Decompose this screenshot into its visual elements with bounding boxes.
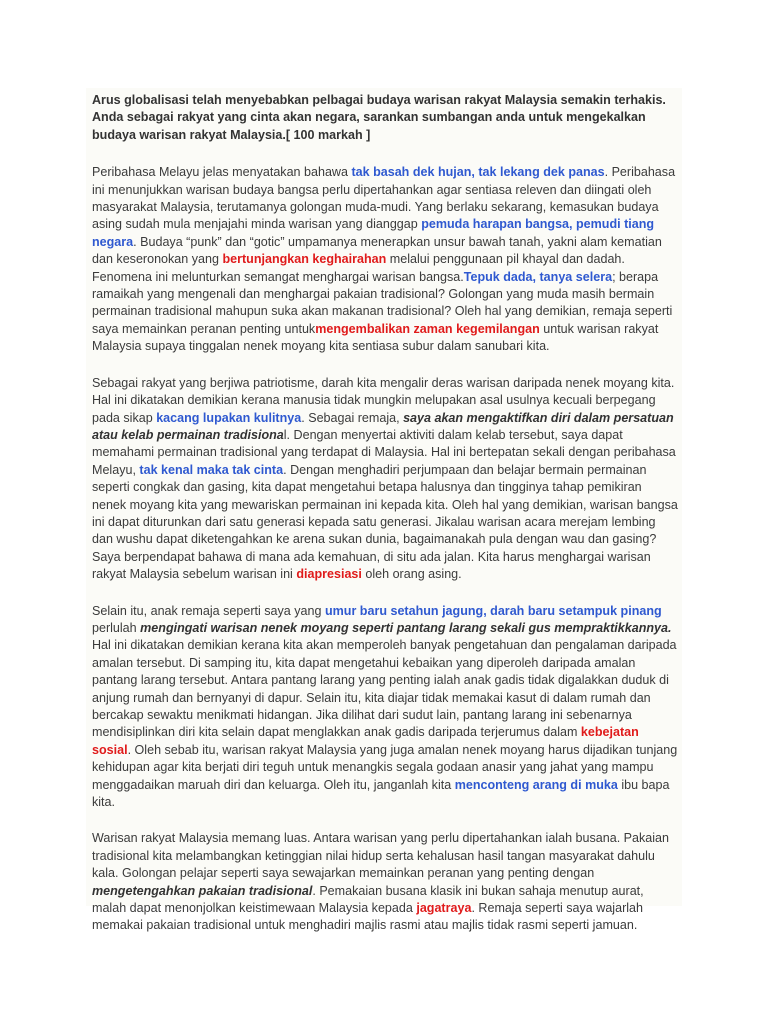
paragraph [92, 164, 678, 355]
text-run: . Budaya “punk” dan “gotic” umpamanya menerapkan unsur bawah tanah, yakni alam kematian dan keseronokan yang [92, 234, 662, 267]
emphasis-phrase: saya akan mengaktifkan diri dalam persatuan atau kelab permainan tradisiona [92, 410, 674, 442]
red-highlight-phrase: jagatraya [416, 901, 472, 916]
red-highlight-phrase: diapresiasi [296, 567, 362, 582]
paragraph [92, 603, 678, 812]
red-highlight-phrase: mengembalikan zaman kegemilangan [315, 321, 540, 336]
text-run: . Remaja seperti saya wajarlah memakai pakaian tradisional untuk menghadiri majlis rasmi atau majlis tidak rasmi seperti jamuan. [92, 901, 643, 933]
blue-highlight-phrase: Tepuk dada, tanya selera [463, 269, 613, 284]
text-run: . Peribahasa ini menunjukkan warisan budaya bangsa perlu dipertahankan agar sentiasa releven dan diingati oleh masyarakat Malaysia, terutamanya golongan muda-mudi. Yang berlaku sekarang, kemasukan budaya asing sudah mula menjajahi minda warisan yang dianggap [92, 165, 676, 232]
text-run: Warisan rakyat Malaysia memang luas. Antara warisan yang perlu dipertahankan ialah busana. Pakaian tradisional kita melambangkan ketinggian nilai hidup serta kehalusan hasil tangan masyarakat dahulu kala. Golongan pelajar seperti saya sewajarkan memainkan peranan yang penting dengan [92, 831, 670, 881]
text-run: ; berapa ramaikah yang mengenali dan menghargai pakaian tradisional? Golongan yang muda masih bermain permainan tradisional mahupun suka akan makanan tradisional? Oleh hal yang demikian, remaja seperti saya memainkan peranan penting untuk [92, 269, 673, 336]
essay-body [92, 164, 678, 935]
blue-highlight-phrase: pemuda harapan bangsa, pemudi tiang negara [92, 217, 655, 249]
text-run: . Oleh sebab itu, warisan rakyat Malaysia yang juga amalan nenek moyang harus dijadikan tunjang kehidupan agar kita berjati diri teguh untuk menangkis segala godaan anasir yang jahat yang mampu menggadaikan maruah diri dan keluarga. Oleh itu, janganlah kita [92, 742, 678, 792]
red-highlight-phrase: kebejatan sosial [92, 725, 639, 757]
red-highlight-phrase: bertunjangkan keghairahan [222, 252, 387, 267]
essay-question-title: Arus globalisasi telah menyebabkan pelbagai budaya warisan rakyat Malaysia semakin terhakis. Anda sebagai rakyat yang cinta akan negara, sarankan sumbangan anda untuk mengekalkan budaya warisan rakyat Malaysia.[ 100 markah ] [92, 93, 666, 142]
emphasis-phrase: mengetengahkan pakaian tradisional [92, 883, 313, 898]
emphasis-phrase: mengingati warisan nenek moyang seperti pantang larang sekali gus mempraktikkannya. [140, 620, 672, 635]
text-run: l. Dengan menyertai aktiviti dalam kelab tersebut, saya dapat memahami permainan tradisional yang terdapat di Malaysia. Hal ini bertepatan sekali dengan peribahasa Melayu, [92, 427, 676, 477]
text-run: ibu bapa kita. [92, 777, 670, 810]
text-run: Hal ini dikatakan demikian kerana kita akan memperoleh banyak pengetahuan dan pengalaman daripada amalan tersebut. Di samping itu, kita dapat mengetahui kebaikan yang diperoleh daripada amalan pantang larang tersebut. Antara pantang larang yang penting ialah anak gadis tidak digalakkan duduk di anjung rumah dan bernyanyi di dapur. Selain itu, kita diajar tidak memakai kasut di dalam rumah dan bercakap sewaktu menikmati hidangan. Jika dilihat dari sudut lain, pantang larang ini sebenarnya mendisiplinkan diri kita selain dapat menglakkan anak gadis daripada terjerumus dalam [92, 638, 677, 740]
blue-highlight-phrase: menconteng arang di muka [454, 777, 618, 792]
text-run: . Dengan menghadiri perjumpaan dan belajar bermain permainan seperti congkak dan gasing, kita dapat mengetahui betapa halusnya dan tingginya tahap pemikiran nenek moyang kita yang mewariskan permainan ini kepada kita. Oleh hal yang demikian, warisan bangsa ini dapat diturunkan dari satu generasi kepada satu generasi. Jikalau warisan acara merejam lembing dan wushu dapat diketengahkan ke arena sukan dunia, bagaimanakah pula dengan wau dan gasing? Saya berpendapat bahawa di mana ada kemahuan, di situ ada jalan. Kita harus menghargai warisan rakyat Malaysia sebelum warisan ini [92, 462, 678, 582]
blue-highlight-phrase: umur baru setahun jagung, darah baru setampuk pinang [324, 603, 662, 618]
text-run: oleh orang asing. [361, 567, 462, 582]
paragraph [92, 830, 678, 934]
text-run: . Pemakaian busana klasik ini bukan sahaja menutup aurat, malah dapat menonjolkan keistimewaan Malaysia kepada [92, 883, 644, 916]
text-run: Peribahasa Melayu jelas menyatakan bahawa [92, 165, 352, 180]
text-run: . Sebagai remaja, [301, 410, 404, 425]
document-page [86, 88, 682, 933]
blue-highlight-phrase: kacang lupakan kulitnya [156, 410, 302, 425]
paragraph [92, 375, 678, 584]
blue-highlight-phrase: tak basah dek hujan, tak lekang dek panas [351, 165, 605, 180]
text-run: perlulah [92, 620, 141, 635]
text-run: melalui penggunaan pil khayal dan dadah. Fenomena ini melunturkan semangat menghargai warisan bangsa. [92, 252, 625, 284]
blue-highlight-phrase: tak kenal maka tak cinta [139, 462, 284, 477]
text-run: Sebagai rakyat yang berjiwa patriotisme, darah kita mengalir deras warisan daripada nenek moyang kita. Hal ini dikatakan demikian kerana manusia tidak mungkin melupakan asal usulnya kecuali berpegang pada sikap [92, 375, 675, 425]
text-run: Selain itu, anak remaja seperti saya yang [92, 603, 325, 618]
text-run: untuk warisan rakyat Malaysia supaya tinggalan nenek moyang kita sentiasa subur dalam sanubari kita. [92, 321, 659, 354]
